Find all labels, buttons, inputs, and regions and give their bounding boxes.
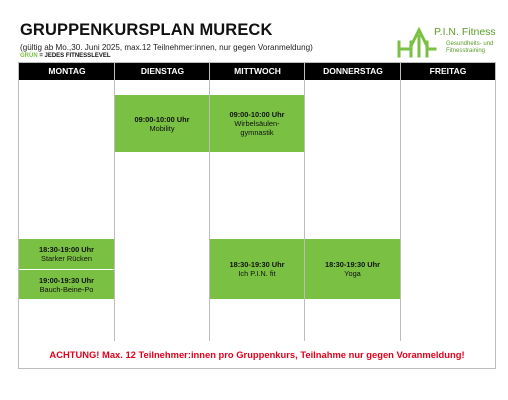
class-name: Mobility — [149, 123, 175, 133]
class-block-wednesday-morning — [210, 95, 304, 152]
schedule-grid — [18, 62, 496, 369]
logo-name: P.I.N. Fitness — [434, 26, 496, 38]
logo-tagline-line2: Fitnesstraining — [446, 48, 486, 54]
class-block-monday-evening-1 — [19, 239, 114, 269]
color-legend — [20, 53, 111, 59]
day-friday: FREITAG — [429, 66, 467, 76]
class-name: Yoga — [344, 269, 361, 278]
class-time: 18:30-19:00 Uhr — [38, 245, 95, 254]
class-block-thursday-evening — [305, 239, 400, 299]
registration-notice: ACHTUNG! Max. 12 Teilnehmer:innen pro Gruppenkurs, Teilnahme nur gegen Voranmeldung! — [49, 349, 465, 360]
class-time: 18:30-19:30 Uhr — [324, 260, 381, 269]
day-header-row — [19, 63, 495, 80]
day-thursday: DONNERSTAG — [323, 66, 383, 76]
logo-tagline — [446, 41, 506, 55]
day-tuesday: DIENSTAG — [140, 66, 185, 76]
class-block-wednesday-evening — [210, 239, 304, 299]
class-block-monday-evening-2 — [19, 270, 114, 299]
legend-description: = JEDES FITNESSLEVEL — [37, 53, 111, 59]
class-time: 18:30-19:30 Uhr — [229, 260, 285, 269]
class-name-continued: gymnastik — [240, 128, 274, 137]
day-monday: MONTAG — [48, 66, 86, 76]
validity-subtitle: (gültig ab Mo.,30. Juni 2025, max.12 Teilnehmer:innen, nur gegen Voranmeldung) — [20, 43, 313, 52]
logo-tagline-line1: Gesundheits- und — [446, 41, 494, 47]
column-divider — [304, 63, 305, 341]
class-time: 09:00-10:00 Uhr — [229, 110, 285, 119]
day-wednesday: MITTWOCH — [234, 66, 281, 76]
column-divider — [400, 63, 401, 341]
class-name: Wirbelsäulen- — [234, 119, 280, 128]
class-time: 09:00-10:00 Uhr — [134, 114, 190, 124]
class-time: 19:00-19:30 Uhr — [38, 275, 95, 285]
legend-green-label: GRÜN — [20, 53, 38, 59]
class-block-tuesday-morning — [115, 95, 209, 152]
page-title: GRUPPENKURSPLAN MURECK — [20, 21, 273, 39]
class-name: Starker Rücken — [41, 254, 92, 263]
class-name: Bauch-Beine-Po — [39, 284, 94, 294]
class-name: Ich P.I.N. fit — [238, 269, 276, 278]
